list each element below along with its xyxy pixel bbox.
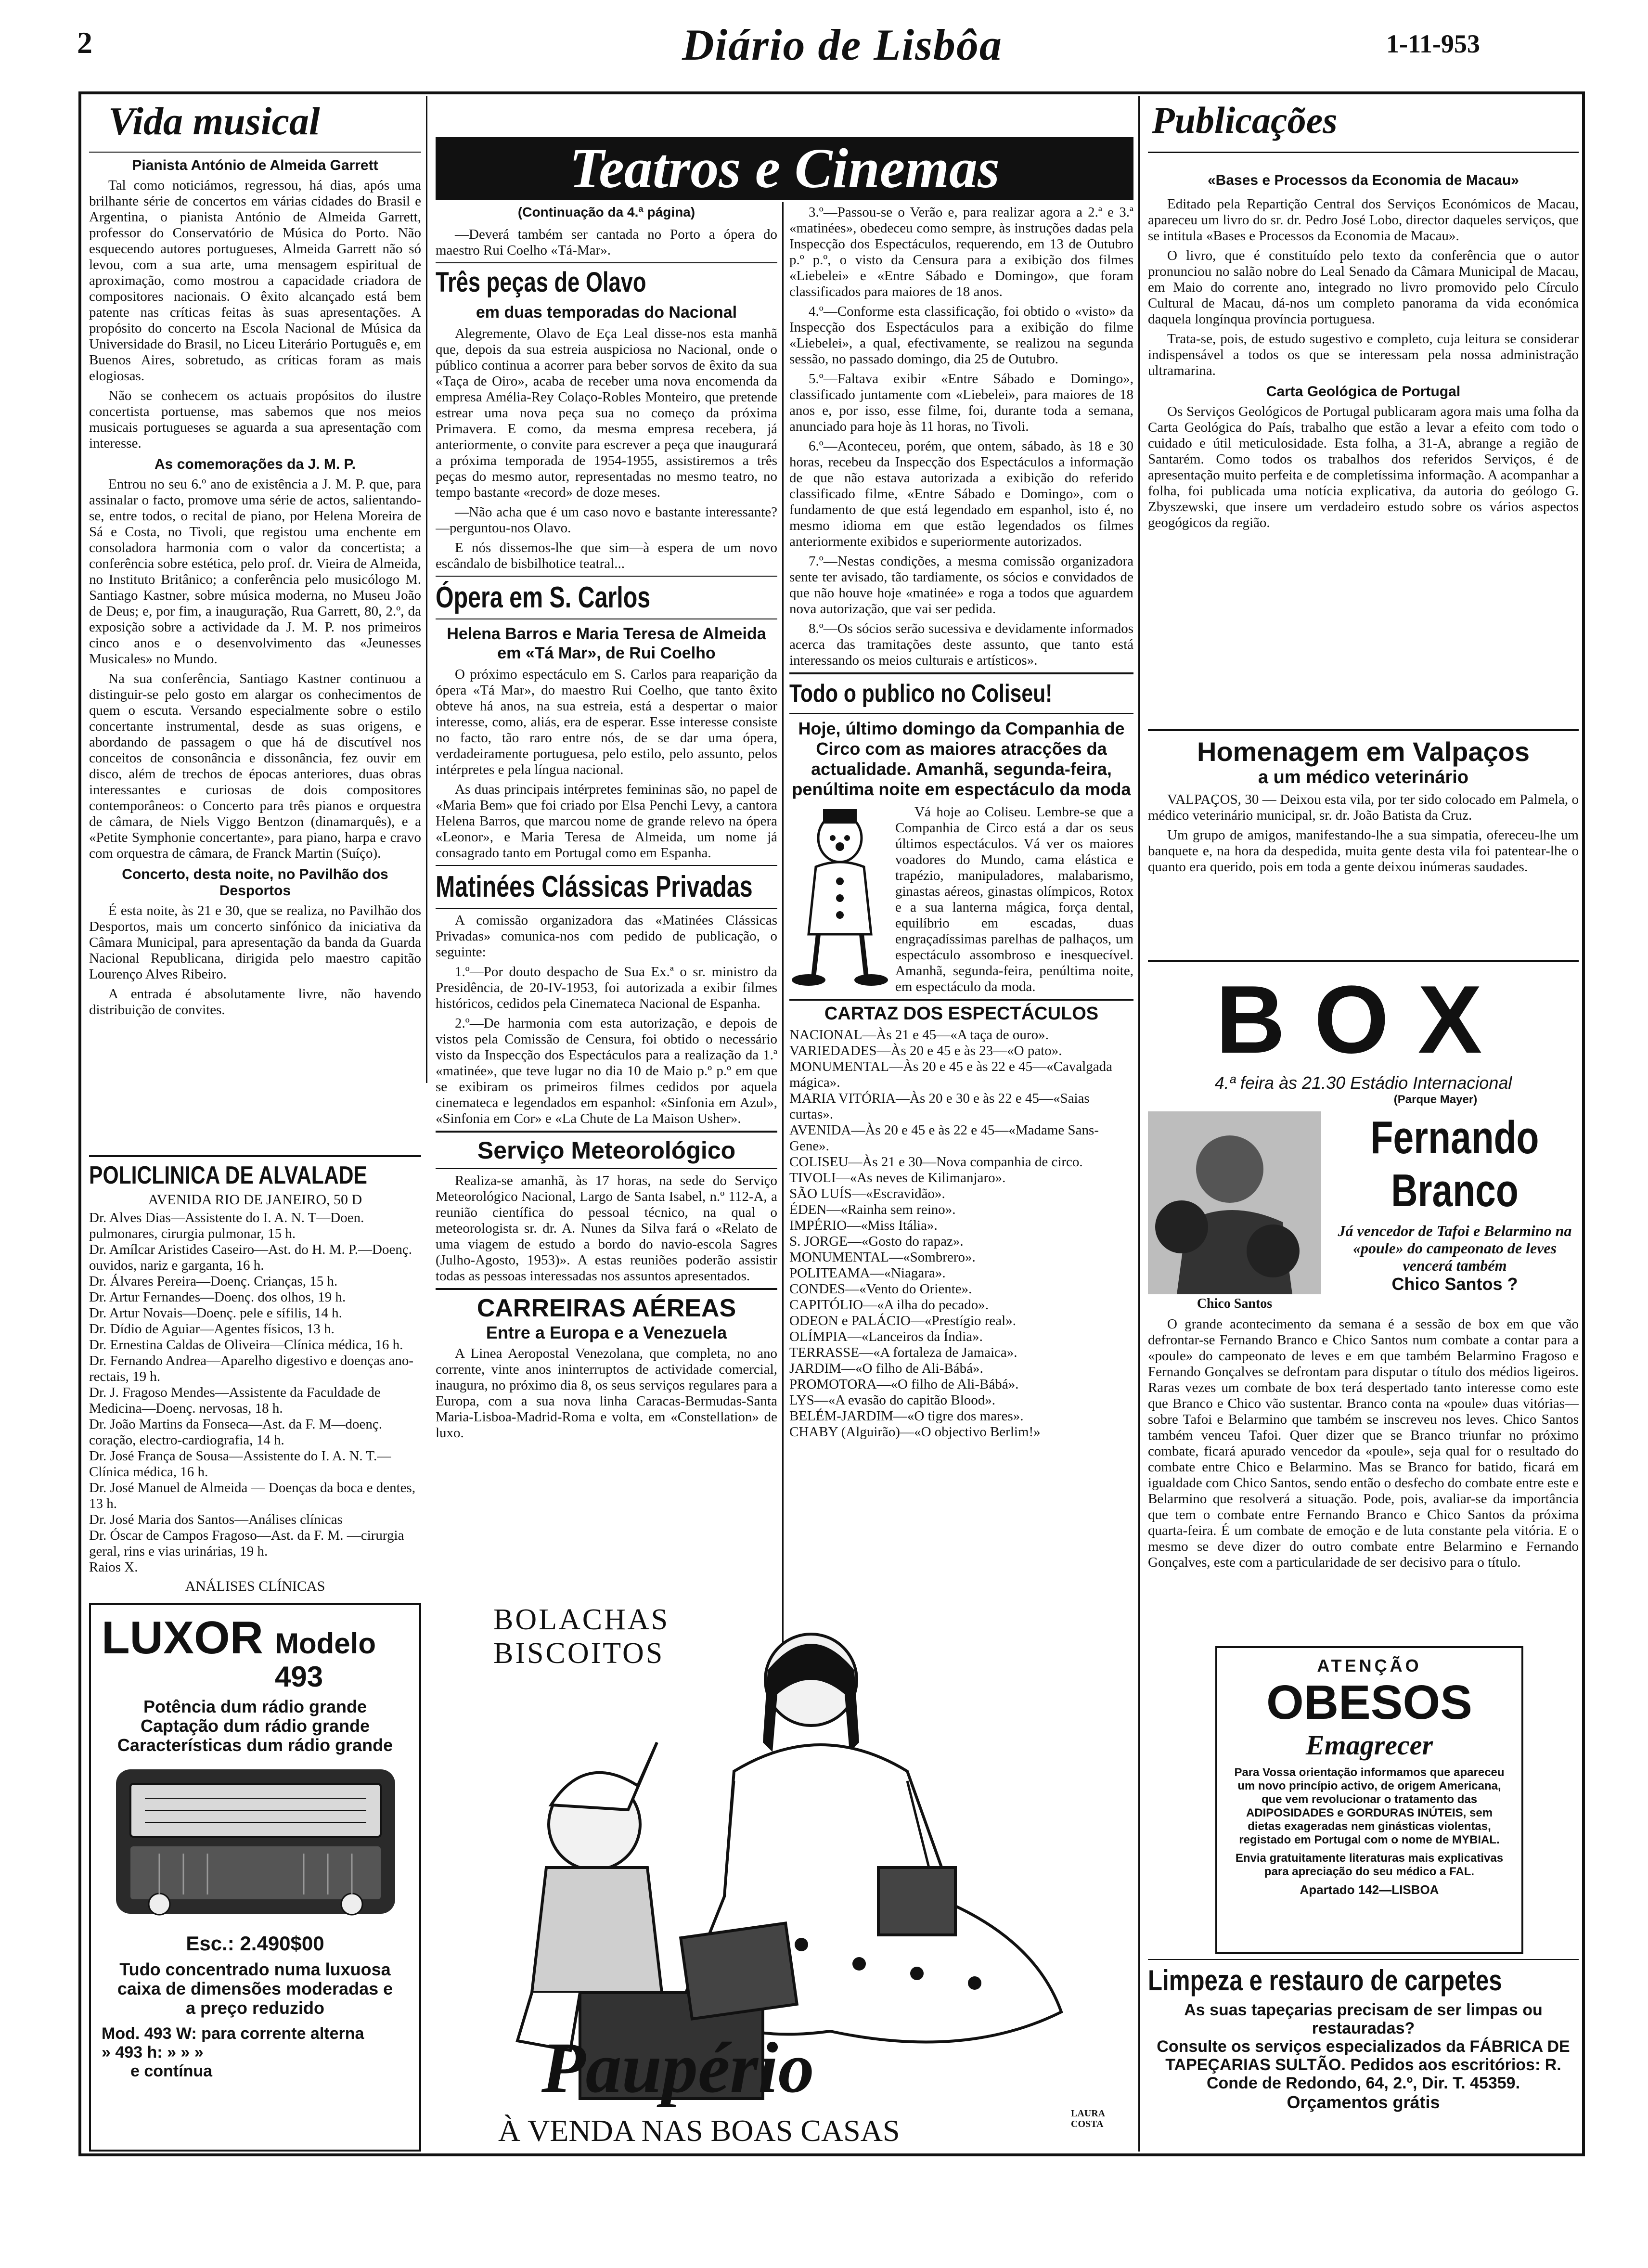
box-caption: Já vencedor de Tafoi e Belarmino na «poule» do campeonato de leves vencerá também <box>1338 1222 1572 1274</box>
list-item: NACIONAL—Às 21 e 45—«A taça de ouro». <box>789 1027 1049 1043</box>
list-item: CHABY (Alguirão)—«O objectivo Berlim!» <box>789 1424 1041 1440</box>
list-item: JARDIM—«O filho de Ali-Bábá». <box>789 1361 983 1376</box>
paragraph: A comissão organizadora das «Matinées Clássicas Privadas» comunica-nos com pedido de publicação, o seguinte: <box>436 913 777 960</box>
list-item: PROMOTORA—«O filho de Ali-Bábá». <box>789 1377 1019 1392</box>
list-item: LYS—«A evasão do capitão Blood». <box>789 1392 996 1408</box>
paragraph: O livro, que é constituído pelo texto da conferência que o autor pronunciou no salão nobre do Leal Senado da Câmara Municipal de Macau, em Maio do corrente ano, integrado no livro promovido pelo Círculo Cultural de Macau, dá-nos um completo panorama da vida económica daquela longínqua província portuguesa. <box>1148 248 1579 327</box>
paragraph: E nós dissemos-lhe que sim—à espera de um novo escândalo de bisbilhotice teatral... <box>436 540 777 571</box>
paragraph: —Deverá também ser cantada no Porto a ópera do maestro Rui Coelho «Tá-Mar». <box>436 227 777 258</box>
list-item: Dr. Álvares Pereira—Doenç. Crianças, 15 h. <box>89 1274 338 1289</box>
cartaz-list <box>789 1027 1133 1440</box>
paragraph: 5.º—Faltava exibir «Entre Sábado e Domingo», classificado juntamente com «Liebelei», para maiores de 18 anos e, por isso, esse filme, foi, durante toda a semana, anunciado para hoje às 11 horas, no Tivoli. <box>789 371 1133 434</box>
box-date-line: 4.ª feira às 21.30 Estádio Internacional <box>1214 1073 1512 1093</box>
list-item: S. JORGE—«Gosto do rapaz». <box>789 1234 964 1249</box>
carpetes-footer: Orçamentos grátis <box>1287 2092 1440 2112</box>
paragraph: 6.º—Aconteceu, porém, que ontem, sábado, às 18 e 30 horas, recebeu da Inspecção dos Espectáculos a informação de que não estava autorizada a exibição do referido classificado filme, «Entre Sábado e Domingo», com o fundamento de que está legendado em espanhol, isto é, no mesmo idioma em que estão legendados os filmes anteriormente exibidos e superiormente autorizados. <box>789 438 1133 549</box>
divider <box>1148 729 1579 731</box>
clown-illustration <box>789 804 890 987</box>
list-item: MARIA VITÓRIA—Às 20 e 30 e às 22 e 45—«Saias curtas». <box>789 1091 1090 1122</box>
teatros-banner: Teatros e Cinemas <box>436 137 1133 200</box>
paragraph: Vá hoje ao Coliseu. Lembre-se que a Companhia de Circo está a dar os seus últimos espectáculos. Vá ver os maiores voadores do Mundo, cama elástica e trapézio, manipuladores, malabarismo, ginastas aéreos, ginastas olímpicos, Rotox e a sua lanterna mágica, força dental, equilíbrio em escadas, duas engraçadíssimas parelhas de palhaços, um espectáculo assombroso e inesquecível. Amanhã, segunda-feira, penúltima noite, em espectáculo da moda. <box>895 804 1133 994</box>
obesos-ad <box>1215 1646 1523 1954</box>
paragraph: 4.º—Conforme esta classificação, foi obtido o «visto» da Inspecção dos Espectáculos para a exibição do filme «Liebelei», a qual, efectivamente, se realizou na segunda sessão, no passado domingo, dia 25 de Outubro. <box>789 304 1133 367</box>
doctor-list <box>89 1210 421 1575</box>
list-item: Dr. Artur Fernandes—Doenç. dos olhos, 19 h. <box>89 1289 346 1305</box>
list-item: Dr. José Maria dos Santos—Análises clínicas <box>89 1512 343 1527</box>
boxer-name: Branco <box>1391 1165 1519 1216</box>
list-item: Dr. João Martins da Fonseca—Ast. da F. M—doenç. coração, electro-cardiografia, 14 h. <box>89 1417 383 1448</box>
paragraph: Realiza-se amanhã, às 17 horas, na sede do Serviço Meteorológico Nacional, Largo de Santa Isabel, n.º 112-A, a reunião científica do pessoal técnico, na qual o meteorologista sr. dr. A. Nunes da Silva fará o «Relato de uma viagem de estudo a bordo do navio-escola Sagres (Julho-Agosto, 1953)». A estas reuniões poderão assistir todas as pessoas interessadas nos assuntos apresentados. <box>436 1173 777 1284</box>
divider <box>1148 960 1579 962</box>
boxer-photo <box>1148 1111 1321 1294</box>
cartaz-title: CARTAZ DOS ESPECTÁCULOS <box>824 1004 1099 1024</box>
teatros-column-3 <box>789 205 1133 1668</box>
divider <box>436 908 777 909</box>
bolachas-line: BOLACHAS <box>493 1603 670 1636</box>
policlinica-ad <box>89 1155 421 1593</box>
luxor-line: Mod. 493 W: para corrente alterna <box>102 2024 364 2043</box>
box-opponent: Chico Santos ? <box>1391 1274 1518 1294</box>
divider <box>789 713 1133 714</box>
paragraph: As duas principais intérpretes femininas são, no papel de «Maria Bem» que foi criado por Elsa Penchi Levy, a cantora Helena Barros, que marcou nome de grande relevo na ópera «Leonor», e Maria Teresa de Almeida, um nome já consagrado tanto em Portugal como em Espanha. <box>436 782 777 861</box>
luxor-brand: LUXOR <box>102 1612 263 1663</box>
paragraph: —Não acha que é um caso novo e bastante interessante?—perguntou-nos Olavo. <box>436 504 777 536</box>
list-item: Dr. J. Fragoso Mendes—Assistente da Faculdade de Medicina—Doenç. nervosas, 18 h. <box>89 1385 381 1416</box>
list-item: TERRASSE—«A fortaleza de Jamaica». <box>789 1345 1017 1360</box>
luxor-ad <box>89 1603 421 2152</box>
bolachas-footer: À VENDA NAS BOAS CASAS <box>498 2113 900 2148</box>
article-title: «Bases e Processos da Economia de Macau» <box>1208 172 1519 188</box>
divider <box>436 865 777 866</box>
paragraph: 8.º—Os sócios serão sucessiva e devidamente informados acerca das tramitações deste assunto, que tanto está interessando os meios culturais e artísticos». <box>789 621 1133 668</box>
section-title: Matinées Clássicas Privadas <box>436 870 753 903</box>
divider <box>436 262 777 263</box>
paragraph: A Linea Aeropostal Venezolana, que completa, no ano corrente, vinte anos ininterruptos de actividade comercial, inaugura, no próximo dia 8, os seus serviços regulares para a Europa, com a sua nova linha Caracas-Bermudas-Santa Maria-Lisboa-Madrid-Roma e volta, em «Constellation» de luxo. <box>436 1346 777 1441</box>
paragraph: Os Serviços Geológicos de Portugal publicaram agora mais uma folha da Carta Geológica do País, trabalho que estão a levar a efeito com todo o cuidado e útil meticulosidade. Esta folha, a 31-A, abrange a região de Santarém. Como todos os trabalhos dos referidos Serviços, é de apresentação muito perfeita e de completíssima informação. A acompanhar a folha, foi publicada uma notícia explicativa, da autoria do geólogo G. Zbyszewski, que insere um verdadeiro estudo sobre os vários aspectos geogógicos da região. <box>1148 404 1579 530</box>
list-item: Dr. José Manuel de Almeida — Doenças da boca e dentes, 13 h. <box>89 1480 416 1511</box>
divider <box>436 1131 777 1133</box>
paragraph: A entrada é absolutamente livre, não havendo distribuição de convites. <box>89 986 421 1018</box>
paragraph: Alegremente, Olavo de Eça Leal disse-nos esta manhã que, depois da sua estreia auspiciosa no Nacional, onde o público continua a acorrer para beber sorvos de êxito da sua «Taça de Oiro», acaba de receber uma nova encomenda da empresa Amélia-Rey Colaço-Robles Monteiro, que pretende estrear uma nova peça sua no começo da próxima Primavera. E como, da mesma empresa recebera, já anteriormente, o convite para escrever a peça que inaugurará a próxima temporada de 1954-1955, assistiremos a três peças do mesmo autor, representadas no mesmo teatro, no tempo bastante «record» de doze meses. <box>436 326 777 500</box>
column-rule <box>426 96 427 1083</box>
carpetes-title: Limpeza e restauro de carpetes <box>1148 1964 1502 1997</box>
paragraph: Trata-se, pois, de estudo sugestivo e completo, cuja leitura se considerar indispensável a todos os que se interessam pela nossa administração ultramarina. <box>1148 331 1579 378</box>
paragraph: É esta noite, às 21 e 30, que se realiza, no Pavilhão dos Desportos, mais um concerto sinfónico da iniciativa da Câmara Municipal, para apresentação da banda da Guarda Nacional Republicana, dirigida pelo maestro capitão Lourenço Alves Ribeiro. <box>89 903 421 982</box>
box-event <box>1148 960 1579 1644</box>
continuation-note: (Continuação da 4.ª página) <box>517 205 695 219</box>
list-item: COLISEU—Às 21 e 30—Nova companhia de circo. <box>789 1154 1083 1170</box>
section-subtitle: Helena Barros e Maria Teresa de Almeida em «Tá Mar», de Rui Coelho <box>447 625 766 662</box>
vida-musical-section <box>89 99 421 1148</box>
section-subtitle: em duas temporadas do Nacional <box>476 303 737 322</box>
obesos-script: Emagrecer <box>1305 1729 1433 1761</box>
issue-date: 1-11-953 <box>1386 29 1480 58</box>
coliseu-title: Todo o publico no Coliseu! <box>789 680 1053 708</box>
paragraph: 7.º—Nestas condições, a mesma comissão organizadora sente ter avisado, tão tardiamente, os sócios e convidados de que não houve hoje «matinée» e roga a todos que aguardem nova autorização, que vai ser pedida. <box>789 554 1133 617</box>
column-rule <box>782 202 784 1665</box>
list-item: Dr. Ernestina Caldas de Oliveira—Clínica médica, 16 h. <box>89 1337 403 1353</box>
list-item: ÉDEN—«Rainha sem reino». <box>789 1202 956 1217</box>
policlinica-footer: ANÁLISES CLÍNICAS <box>185 1578 325 1593</box>
photo-caption: Chico Santos <box>1197 1296 1273 1311</box>
box-title: BOX <box>1215 966 1511 1073</box>
list-item: Dr. Óscar de Campos Fragoso—Ast. da F. M. —cirurgia geral, rins e vias urinárias, 19 h. <box>89 1528 404 1559</box>
article-subtitle: a um médico veterinário <box>1258 767 1469 787</box>
obesos-footer: Apartado 142—LISBOA <box>1300 1882 1439 1897</box>
list-item: ODEON e PALÁCIO—«Prestígio real». <box>789 1313 1016 1328</box>
list-item: Dr. Fernando Andrea—Aparelho digestivo e doenças ano-rectais, 19 h. <box>89 1353 414 1384</box>
section-title: Ópera em S. Carlos <box>436 581 651 614</box>
boxer-name: Fernando <box>1370 1112 1539 1163</box>
vida-musical-header: Vida musical <box>108 99 320 143</box>
list-item: TIVOLI—«As neves de Kilimanjaro». <box>789 1170 1006 1186</box>
paragraph: Tal como noticiámos, regressou, há dias, após uma brilhante série de concertos em várias cidades do Brasil e Argentina, o pianista António de Almeida Garrett, professor do Conservatório de Música do Porto. Não esquecendo autores portugueses, Almeida Garrett não só levou, com a sua arte, uma mensagem espiritual de aproximação, como mostrou a capacidade criadora de compositores nacionais. O êxito alcançado está bem patente nas críticas feitas às suas apresentações. A propósito do concerto na Escola Nacional de Música da Universidade do Brasil, no Liceu Literário Português e, em Buenos Aires, sobretudo, as críticas foram as mais elogiosas. <box>89 178 421 384</box>
list-item: CAPITÓLIO—«A ilha do pecado». <box>789 1297 989 1313</box>
divider <box>89 152 421 153</box>
list-item: Dr. Dídio de Aguiar—Agentes físicos, 13 h. <box>89 1321 335 1337</box>
list-item: POLITEAMA—«Niagara». <box>789 1265 946 1281</box>
section-subtitle: Entre a Europa e a Venezuela <box>486 1323 727 1342</box>
list-item: IMPÉRIO—«Miss Itália». <box>789 1218 938 1233</box>
luxor-headline: Potência dum rádio grande Captação dum rádio grande Características dum rádio grande <box>117 1697 393 1755</box>
list-item: AVENIDA—Às 20 e 45 e às 22 e 45—«Madame Sans-Gene». <box>789 1122 1099 1154</box>
paragraph: VALPAÇOS, 30 — Deixou esta vila, por ter sido colocado em Palmela, o médico veterinário municipal, sr. dr. João Batista da Cruz. <box>1148 792 1579 823</box>
valpacos-article <box>1148 729 1579 955</box>
obesos-text: Envia gratuitamente literaturas mais explicativas para apreciação do seu médico a FAL. <box>1235 1852 1504 1878</box>
list-item: BELÉM-JARDIM—«O tigre dos mares». <box>789 1408 1024 1424</box>
section-title: CARREIRAS AÉREAS <box>476 1294 736 1322</box>
carpetes-text: As suas tapeçarias precisam de ser limpas ou restauradas? <box>1184 2001 1543 2037</box>
newspaper-title: Diário de Lisbôa <box>682 20 1003 69</box>
paragraph: O próximo espectáculo em S. Carlos para reaparição da ópera «Tá Mar», do maestro Rui Coelho, que tanto êxito obteve há anos, na sua estreia, está a despertar o maior interesse, como, aliás, era de esperar. Esse interesse consiste no facto, tão raro entre nós, de se dar uma ópera, verdadeiramente portuguesa, pelo estilo, pelo assunto, pelos intérpretes e pela língua nacional. <box>436 667 777 777</box>
paragraph: 3.º—Passou-se o Verão e, para realizar agora a 2.ª e 3.ª «matinées», obedeceu como sempre, às instruções dadas pela Inspecção dos Espectáculos, requerendo, em 13 de Outubro p.º p.º, o visto da Censura para a exibição dos filmes «Liebelei» e «Entre Sábado e Domingo», que foram classificados para maiores de 18 anos. <box>789 205 1133 299</box>
article-title: Carta Geológica de Portugal <box>1266 384 1461 399</box>
article-title: Homenagem em Valpaços <box>1197 736 1530 767</box>
list-item: MONUMENTAL—Às 20 e 45 e às 22 e 45—«Cavalgada mágica». <box>789 1059 1112 1090</box>
divider <box>436 576 777 577</box>
publicacoes-section <box>1148 99 1579 724</box>
list-item: CONDES—«Vento do Oriente». <box>789 1281 972 1297</box>
radio-image <box>102 1760 410 1923</box>
divider <box>1148 1959 1579 1960</box>
list-item: Dr. Alves Dias—Assistente do I. A. N. T—Doen. pulmonares, cirurgia pulmonar, 15 h. <box>89 1210 364 1241</box>
list-item: SÃO LUÍS—«Escravidão». <box>789 1186 945 1201</box>
obesos-title: OBESOS <box>1266 1675 1472 1729</box>
teatros-column-2 <box>436 205 777 1668</box>
luxor-line: » 493 h: » » » <box>102 2043 204 2062</box>
luxor-model: Modelo 493 <box>275 1627 376 1693</box>
article-title: Concerto, desta noite, no Pavilhão dos Desportos <box>122 866 388 899</box>
paragraph: Não se conhecem os actuais propósitos do ilustre concertista portuense, mas sabemos que nos meios musicais portugueses se aguarda a sua apresentação com interesse. <box>89 388 421 451</box>
publicacoes-header: Publicações <box>1148 99 1579 153</box>
divider <box>789 672 1133 674</box>
luxor-line: e contínua <box>130 2062 213 2080</box>
obesos-top: ATENÇÃO <box>1317 1656 1422 1675</box>
section-title: Serviço Meteorológico <box>477 1137 736 1164</box>
divider <box>789 999 1133 1001</box>
coliseu-subtitle: Hoje, último domingo da Companhia de Circo com as maiores atracções da actualidade. Amanhã, segunda-feira, penúltima noite em espectáculo da moda <box>792 719 1131 799</box>
article-title: Pianista António de Almeida Garrett <box>132 157 378 173</box>
bolachas-brand: Paupério <box>541 2028 814 2108</box>
section-title: Três peças de Olavo <box>436 267 646 298</box>
carpetes-text: Consulte os serviços especializados da FÁBRICA DE TAPEÇARIAS SULTÃO. Pedidos aos escritórios: R. Conde de Redondo, 64, 2.º, Dir. T. 45359. <box>1157 2037 1570 2092</box>
list-item: OLÍMPIA—«Lanceiros da Índia». <box>789 1329 983 1344</box>
paragraph: 2.º—De harmonia com esta autorização, e depois de vistos pela Comissão de Censura, foi obtido o necessário visto da Inspecção dos Espectáculos para a realização da 1.ª «matinée», que teve lugar no dia 10 de Maio p.º p.º em que se exibiram os primeiros filmes cedidos por aquela cinemateca e legendados em espanhol: «Sinfonia em Azul», «Sinfonia em Cor» e «La Chute de La Maison Usher». <box>436 1016 777 1126</box>
divider <box>436 1288 777 1290</box>
bolachas-ad <box>436 1598 1133 2152</box>
bolachas-line: BISCOITOS <box>493 1637 665 1670</box>
paragraph: O grande acontecimento da semana é a sessão de box em que vão defrontar-se Fernando Branco e Chico Santos num combate a contar para a «poule» do campeonato de leves e em que também Belarmino Fragoso e Fernando Gonçalves se defrontam para disputar o título dos médios ligeiros. Raras vezes um combate de box terá despertado tanto interesse como este que Branco e Chico vão sustentar. Branco conta na «poule» duas vitórias—sobre Tafoi e Belarmino que também se inscreveu nos leves. Chico Santos também venceu Tafoi. Quer dizer que se Branco triunfar no próximo combate, ficará apurado vencedor da «poule», seja qual for o resultado do combate entre Chico e Belarmino. Mas se Branco for batido, ficará em igualdade com Chico Santos, sendo então o desfecho do combate entre este e Belarmino que resolverá a situação. Pode, pois, avaliar-se da importância que tem o combate entre Fernando Branco e Chico Santos da próxima quarta-feira. É um combate de emoção e de luta constante pela vitória. E o mesmo se deve dizer do outro combate entre Belarmino e Fernando Gonçalves, este com a particularidade de ser decisivo para o título. <box>1148 1316 1579 1570</box>
list-item: MONUMENTAL—«Sombrero». <box>789 1250 976 1265</box>
list-item: Raios X. <box>89 1559 138 1575</box>
box-venue: (Parque Mayer) <box>1393 1093 1478 1106</box>
policlinica-address: AVENIDA RIO DE JANEIRO, 50 D <box>148 1192 362 1208</box>
paragraph: Editado pela Repartição Central dos Serviços Económicos de Macau, apareceu um livro do sr. dr. Pedro José Lobo, director daqueles serviços, que se intitula «Bases e Processos da Economia de Macau». <box>1148 196 1579 244</box>
luxor-tagline: Tudo concentrado numa luxuosa caixa de dimensões moderadas e a preço reduzido <box>117 1959 393 2018</box>
column-rule <box>1138 96 1140 2152</box>
policlinica-title: POLICLINICA DE ALVALADE <box>89 1161 367 1189</box>
artist-signature: LAURA COSTA <box>1071 2108 1105 2129</box>
paragraph: 1.º—Por douto despacho de Sua Ex.ª o sr. ministro da Presidência, de 20-IV-1953, foi autorizada a exibir filmes históricos, cedidos pela Cinemateca Nacional de Espanha. <box>436 964 777 1011</box>
carpetes-ad <box>1148 1959 1579 2152</box>
divider <box>436 1168 777 1169</box>
list-item: Dr. Amílcar Aristides Caseiro—Ast. do H. M. P.—Doenç. ouvidos, nariz e garganta, 16 h. <box>89 1242 412 1273</box>
list-item: Dr. José França de Sousa—Assistente do I. A. N. T.—Clínica médica, 16 h. <box>89 1448 391 1480</box>
obesos-text: Para Vossa orientação informamos que apareceu um novo princípio activo, de origem Americana, que vem revolucionar o tratamento das ADIPOSIDADES e GORDURAS INÚTEIS, sem dietas exageradas nem ginásticas violentas, registado em Portugal com o nome de MYBIAL. <box>1234 1766 1505 1846</box>
list-item: Dr. Artur Novais—Doenç. pele e sífilis, 14 h. <box>89 1305 342 1321</box>
luxor-price: Esc.: 2.490$00 <box>186 1932 324 1955</box>
paragraph: Na sua conferência, Santiago Kastner continuou a distinguir-se pelo gosto em alargar os conhecimentos de quem o escuta. Versando especialmente sobre o estilo concertante instrumental, desde as suas origens, e abordando de passagem o que há de discutível nos conceitos de consonância e dissonância, fez ouvir em disco, além de trechos de épocas anteriores, duas obras interessantes e curiosas de dois compositores contemporâneos: o Concerto para três pianos e orquestra de câmara, de Niels Viggo Bentzon (dinamarquês), e a «Petite Symphonie concertante», para piano, harpa e cravo com orquestra de câmara, de Franck Martin (Suíço). <box>89 671 421 861</box>
list-item: VARIEDADES—Às 20 e 45 e às 23—«O pato». <box>789 1043 1062 1058</box>
paragraph: Um grupo de amigos, manifestando-lhe a sua simpatia, ofereceu-lhe um banquete e, na hora da despedida, muita gente desta vila foi patentear-lhe o quanto era querido, pois em toda a gente deixou inúmeras saudades. <box>1148 827 1579 875</box>
page-number: 2 <box>77 26 92 60</box>
paragraph: Entrou no seu 6.º ano de existência a J. M. P. que, para assinalar o facto, promove uma série de actos, salientando-se, entre todos, o recital de piano, por Helena Moreira de Sá e Costa, no Tivoli, que registou uma enchente em consoladora harmonia com o valor da concertista; a conferência sobre estética, pelo prof. dr. Vieira de Almeida, no Instituto Britânico; a conferência pelo musicólogo M. Santiago Kastner, sobre música moderna, no Museu João de Deus; e, por fim, a inauguração, Rua Garrett, 80, 2.º, da exposição sobre a actividade da J. M. P. nos primeiros cinco anos e o desenvolvimento das «Jeunesses Musicales» no Mundo. <box>89 477 421 667</box>
divider <box>89 1155 421 1157</box>
article-title: As comemorações da J. M. P. <box>154 456 356 472</box>
